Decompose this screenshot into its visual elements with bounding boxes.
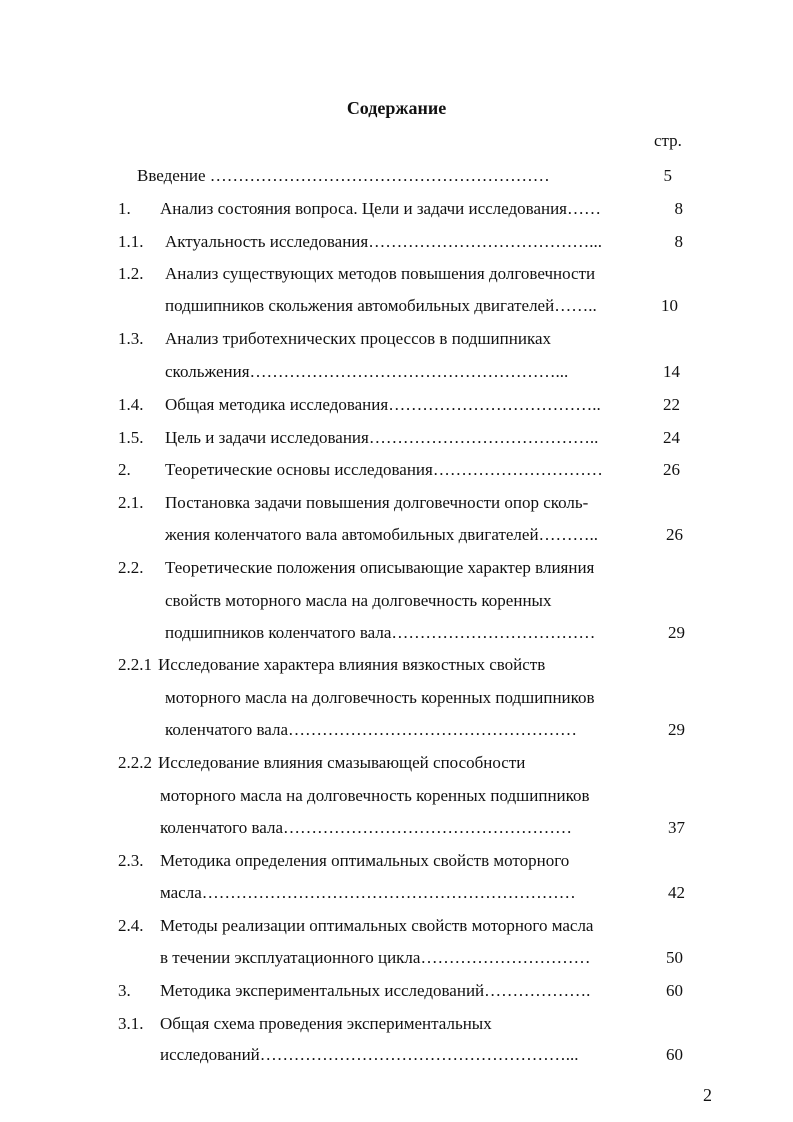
toc-entry-text: Анализ состояния вопроса. Цели и задачи исследования……: [160, 199, 602, 218]
toc-entry-page: 24: [663, 428, 680, 447]
toc-entry-text: Исследование влияния смазывающей способности: [158, 753, 526, 772]
toc-entry-text: подшипников скольжения автомобильных двигателей……..: [165, 296, 597, 315]
toc-entry-text: моторного масла на долговечность коренных подшипников: [165, 688, 595, 707]
toc-entry-text: Введение ……………………………………………………: [137, 166, 550, 185]
toc-entry-text: Методика определения оптимальных свойств моторного: [160, 851, 570, 870]
toc-entry-page: 29: [668, 720, 685, 739]
toc-entry-page: 42: [668, 883, 685, 902]
toc-entry-page: 60: [666, 981, 683, 1000]
toc-entry-page: 5: [663, 166, 672, 185]
page-title: Содержание: [346, 98, 447, 118]
toc-entry-text: Анализ триботехнических процессов в подшипниках: [165, 329, 551, 348]
page-number: 2: [703, 1085, 712, 1105]
toc-entry-page: 26: [663, 460, 680, 479]
toc-entry-page: 8: [674, 232, 683, 251]
toc-entry-number: 1.3.: [118, 329, 144, 348]
toc-entry-text: Цель и задачи исследования…………………………………..: [165, 428, 599, 447]
toc-entry-number: 2.2.1: [118, 655, 152, 674]
toc-entry-number: 3.: [118, 981, 131, 1000]
toc-entry-text: Методы реализации оптимальных свойств моторного масла: [160, 916, 594, 935]
toc-entry-page: 50: [666, 948, 683, 967]
toc-entry-page: 10: [661, 296, 678, 315]
toc-entry-text: скольжения………………………………………………...: [165, 362, 569, 381]
toc-entry-text: жения коленчатого вала автомобильных двигателей………..: [165, 525, 599, 544]
toc-entry-number: 2.3.: [118, 851, 144, 870]
toc-entry-number: 2.: [118, 460, 131, 479]
toc-entry-number: 1.: [118, 199, 131, 218]
toc-entry-text: коленчатого вала……………………………………………: [165, 720, 577, 739]
toc-entry-text: коленчатого вала……………………………………………: [160, 818, 572, 837]
page-column-label: стр.: [654, 131, 682, 150]
toc-entry-number: 1.5.: [118, 428, 144, 447]
toc-entry-text: Теоретические положения описывающие характер влияния: [165, 558, 595, 577]
toc-entry-number: 1.4.: [118, 395, 144, 414]
toc-entry-page: 8: [674, 199, 683, 218]
toc-entry-text: Методика экспериментальных исследований……………….: [160, 981, 591, 1000]
toc-entry-number: 2.1.: [118, 493, 144, 512]
toc-entry-text: моторного масла на долговечность коренных подшипников: [160, 786, 590, 805]
toc-entry-number: 2.4.: [118, 916, 144, 935]
toc-entry-text: Общая методика исследования………………………………..: [165, 395, 601, 414]
toc-entry-page: 60: [666, 1045, 683, 1064]
toc-entry-text: исследований………………………………………………...: [160, 1045, 579, 1064]
toc-entry-text: подшипников коленчатого вала………………………………: [165, 623, 596, 642]
toc-entry-text: в течении эксплуатационного цикла…………………………: [160, 948, 591, 967]
toc-entry-page: 22: [663, 395, 680, 414]
toc-entry-text: свойств моторного масла на долговечность коренных: [165, 591, 552, 610]
toc-entry-text: масла…………………………………………………………: [160, 883, 576, 902]
toc-entry-text: Постановка задачи повышения долговечности опор сколь-: [165, 493, 589, 512]
toc-entry-page: 29: [668, 623, 685, 642]
toc-entry-text: Общая схема проведения экспериментальных: [160, 1014, 492, 1033]
toc-entry-number: 2.2.: [118, 558, 144, 577]
toc-entry-text: Актуальность исследования…………………………………...: [165, 232, 602, 251]
toc-entry-text: Анализ существующих методов повышения долговечности: [165, 264, 596, 283]
toc-entry-page: 14: [663, 362, 680, 381]
toc-entry-number: 1.1.: [118, 232, 144, 251]
toc-entry-text: Теоретические основы исследования…………………………: [165, 460, 603, 479]
toc-entry-page: 37: [668, 818, 685, 837]
toc-entry-number: 3.1.: [118, 1014, 144, 1033]
toc-entry-page: 26: [666, 525, 683, 544]
toc-entry-number: 1.2.: [118, 264, 144, 283]
toc-entry-number: 2.2.2: [118, 753, 152, 772]
toc-entry-text: Исследование характера влияния вязкостных свойств: [158, 655, 546, 674]
